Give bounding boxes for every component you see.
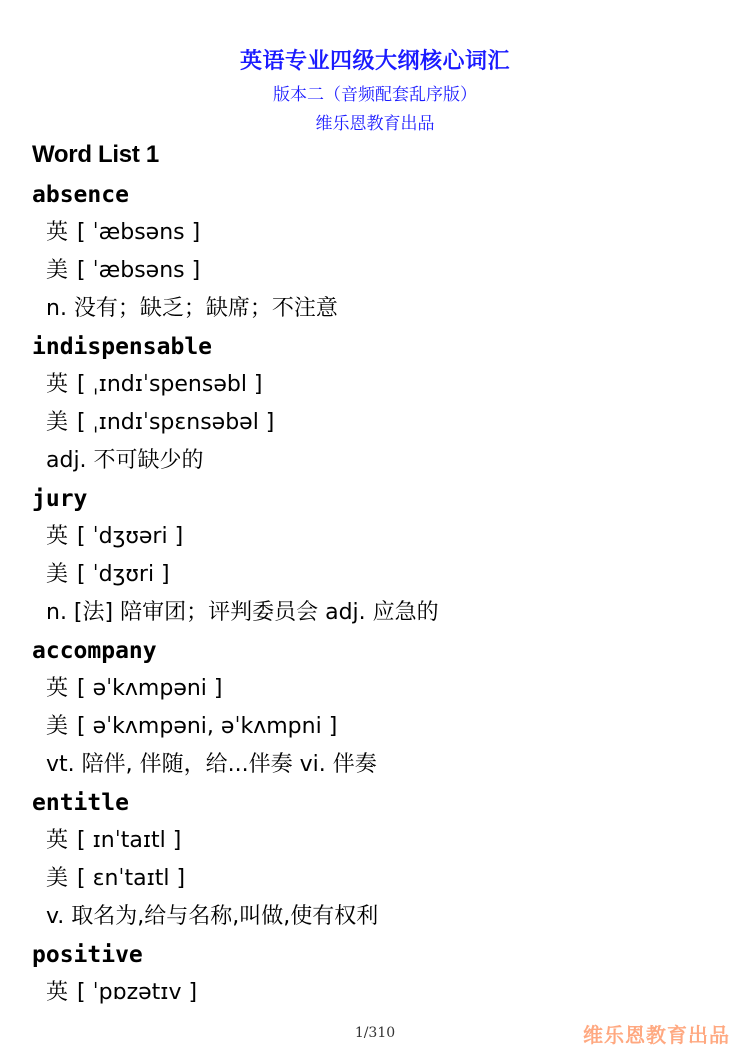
us-phonetic: [ ɛnˈtaɪtl ] [77,866,186,891]
us-pronunciation [0,860,750,898]
word-entry [0,176,750,328]
us-label: 美 [46,562,69,587]
document-subtitle: 版本二（音频配套乱序版） [273,85,477,105]
uk-phonetic: [ ˈæbsəns ] [77,220,201,245]
us-pronunciation [0,708,750,746]
uk-phonetic: [ ˈdʒʊəri ] [77,524,184,549]
uk-pronunciation [0,670,750,708]
uk-phonetic: [ ɪnˈtaɪtl ] [77,828,182,853]
uk-phonetic: [ ˈpɒzətɪv ] [77,980,198,1005]
headword: entitle [32,790,129,816]
word-list-title: Word List 1 [32,141,159,168]
uk-label: 英 [46,372,69,397]
uk-pronunciation [0,822,750,860]
headword: jury [32,486,88,512]
word-entry [0,784,750,936]
us-label: 美 [46,714,69,739]
definition: vt. 陪伴, 伴随，给...伴奏 vi. 伴奏 [46,752,377,777]
us-pronunciation [0,556,750,594]
headword: accompany [32,638,157,664]
us-label: 美 [46,866,69,891]
uk-pronunciation [0,214,750,252]
uk-pronunciation [0,974,750,1012]
word-entries [0,176,750,1012]
us-pronunciation [0,252,750,290]
definition: adj. 不可缺少的 [46,448,204,473]
uk-pronunciation [0,518,750,556]
definition: v. 取名为,给与名称,叫做,使有权利 [46,904,379,929]
word-entry [0,480,750,632]
uk-label: 英 [46,220,69,245]
headword: positive [32,942,143,968]
word-entry [0,328,750,480]
us-phonetic: [ ˈdʒʊri ] [77,562,170,587]
publisher-watermark: 维乐恩教育出品 [583,1023,730,1047]
uk-label: 英 [46,980,69,1005]
uk-label: 英 [46,524,69,549]
us-phonetic: [ ˈæbsəns ] [77,258,201,283]
definition: n. [法] 陪审团；评判委员会 adj. 应急的 [46,600,439,625]
uk-label: 英 [46,828,69,853]
us-phonetic: [ ˌɪndɪˈspɛnsəbəl ] [77,410,275,435]
publisher-line: 维乐恩教育出品 [315,114,435,134]
page-number: 1/310 [354,1025,396,1041]
uk-phonetic: [ ˌɪndɪˈspensəbl ] [77,372,263,397]
uk-label: 英 [46,676,69,701]
word-entry [0,936,750,1012]
us-label: 美 [46,258,69,283]
us-pronunciation [0,404,750,442]
us-label: 美 [46,410,69,435]
document-title: 英语专业四级大纲核心词汇 [239,49,510,74]
uk-pronunciation [0,366,750,404]
headword: indispensable [32,334,213,360]
headword: absence [32,182,129,208]
us-phonetic: [ əˈkʌmpəni, əˈkʌmpni ] [77,714,338,739]
uk-phonetic: [ əˈkʌmpəni ] [77,676,223,701]
definition: n. 没有；缺乏；缺席；不注意 [46,296,338,321]
word-entry [0,632,750,784]
